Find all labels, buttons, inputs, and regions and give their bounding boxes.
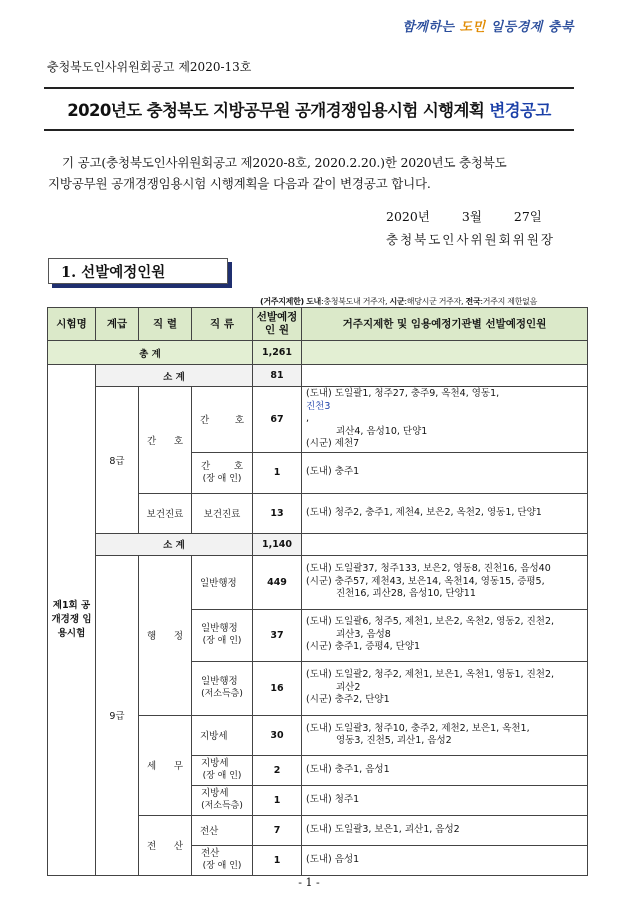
table-row: 소 계 1,140	[48, 533, 588, 555]
table-row: 간 호 (장 애 인) 1 (도내) 충주1	[48, 452, 588, 493]
table-row: 지방세 (저소득층) 1 (도내) 청주1	[48, 785, 588, 815]
table-row: 일반행정 (저소득층) 16 (도내) 도일괄2, 청주2, 제천1, 보은1, 옥천1, 영동1, 진천2, 괴산2 (시군) 충주2, 단양1	[48, 661, 588, 715]
table-row: 지방세 (장 애 인) 2 (도내) 충주1, 음성1	[48, 755, 588, 785]
residence-legend: (거주지제한) 도내:충청북도내 거주자, 시군:해당시군 거주자, 전국:거주지 제한없음	[260, 297, 538, 306]
total-row: 총 계 1,261	[48, 341, 588, 365]
table-row: 보건진료 보건진료 13 (도내) 청주2, 충주1, 제천4, 보은2, 옥천2, 영동1, 단양1	[48, 493, 588, 533]
title-box	[44, 87, 574, 131]
slogan-logo: 함께하는 도민 일등경제 충북	[402, 20, 574, 35]
page-number: - 1 -	[298, 876, 320, 889]
table-row: 일반행정 (장 애 인) 37 (도내) 도일괄6, 청주5, 제천1, 보은2, 옥천2, 영동2, 진천2, 괴산3, 음성8 (시군) 충주1, 증평4, 단양1	[48, 609, 588, 661]
table-row: 전산 (장 애 인) 1 (도내) 음성1	[48, 845, 588, 875]
page-title: 2020년도 충청북도 지방공무원 공개경쟁임용시험 시행계획 변경공고	[67, 101, 551, 120]
committee-name: 충청북도인사위원회위원장	[386, 232, 555, 247]
table-row: 9급 행 정 일반행정 449 (도내) 도일괄37, 청주133, 보은2, 영동8, 진천16, 음성40 (시군) 충주57, 제천43, 보은14, 옥천14, 영동15, 증평5, 진천16, 괴산28, 음성10, 단양11	[48, 555, 588, 609]
recruitment-table	[47, 307, 588, 876]
table-row: 8급 간 호 간 호 67 (도내) 도일괄1, 청주27, 충주9, 옥천4, 영동1, 진천3 , 괴산4, 음성10, 단양1 (시군) 제천7	[48, 387, 588, 453]
table-row: 제1회 공개경쟁 임용시험 소 계 81	[48, 365, 588, 387]
document-number: 충청북도인사위원회공고 제2020-13호	[47, 60, 252, 74]
exam-name-cell: 제1회 공개경쟁 임용시험	[48, 365, 96, 876]
intro-paragraph: 기 공고(충청북도인사위원회공고 제2020-8호, 2020.2.20.)한 2020년도 충청북도 지방공무원 공개경쟁임용시험 시행계획을 다음과 같이 변경공고 합니다.	[48, 155, 507, 191]
announcement-date: 2020년 3월 27일	[386, 209, 542, 224]
table-header-row: 시험명 계급 직 렬 직 류 선발예정 인 원 거주지제한 및 임용예정기관별 선발예정인원	[48, 308, 588, 341]
title-highlight: 변경공고	[489, 101, 551, 120]
table-row: 세 무 지방세 30 (도내) 도일괄3, 청주10, 충주2, 제천2, 보은1, 옥천1, 영동3, 진천5, 괴산1, 음성2	[48, 715, 588, 755]
table-row: 전 산 전산 7 (도내) 도일괄3, 보은1, 괴산1, 음성2	[48, 815, 588, 845]
section-heading: 1. 선발예정인원	[48, 258, 228, 284]
